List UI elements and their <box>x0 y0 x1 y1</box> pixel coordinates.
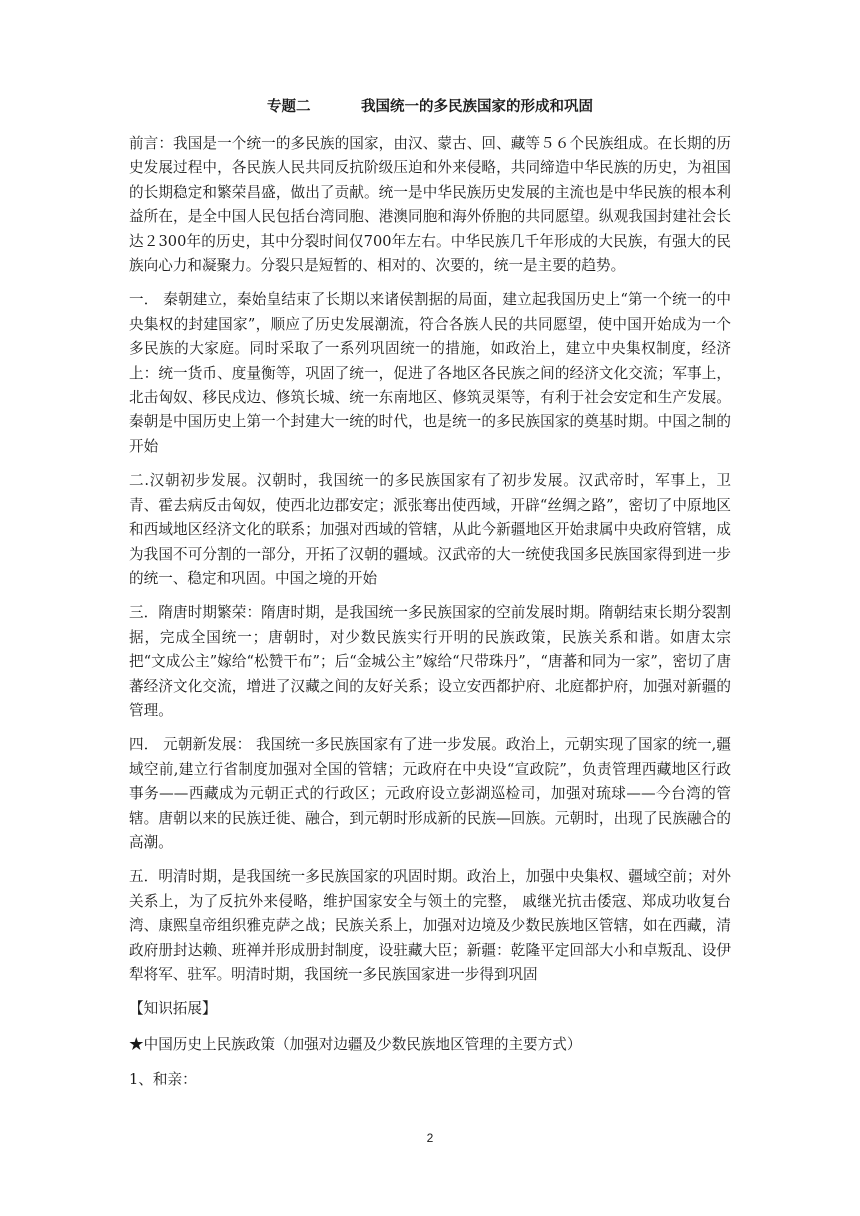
list-item-heqin: 1、和亲： <box>129 1071 197 1089</box>
paragraph-qin-dynasty: 一． 秦朝建立，秦始皇结束了长期以来诸侯割据的局面，建立起我国历史上“第一个统一的中央集权的封建国家”，顺应了历史发展潮流，符合各族人民的共同愿望，使中国开始成为一个多民族的大家庭。同时采取了一系列巩固统一的措施，如政治上，建立中央集权制度，经济上：统一货币、度量衡等，巩固了统一，促进了各地区各民族之间的经济文化交流；军事上，北击匈奴、移民戍边、修筑长城、统一东南地区、修筑灵渠等，有利于社会安定和生产发展。秦朝是中国历史上第一个封建大一统的时代，也是统一的多民族国家的奠基时期。中国之制的开始 <box>129 291 731 455</box>
paragraph-sui-tang: 三．隋唐时期繁荣：隋唐时期，是我国统一多民族国家的空前发展时期。隋朝结束长期分裂割据，完成全国统一；唐朝时，对少数民族实行开明的民族政策，民族关系和谐。如唐太宗把“文成公主”嫁给“松赞干布”；后“金城公主”嫁给“尺带珠丹”，“唐蕃和同为一家”，密切了唐蕃经济文化交流，增进了汉藏之间的友好关系；设立安西都护府、北庭都护府，加强对新疆的管理。 <box>129 604 731 719</box>
subheading-ethnic-policy: ★中国历史上民族政策（加强对边疆及少数民族地区管理的主要方式） <box>129 1035 582 1053</box>
page-number: 2 <box>426 1131 434 1145</box>
paragraph-yuan-dynasty: 四． 元朝新发展： 我国统一多民族国家有了进一步发展。政治上，元朝实现了国家的统一,疆域空前,建立行省制度加强对全国的管辖；元政府在中央设“宣政院”，负责管理西藏地区行政事务——西藏成为元朝正式的行政区；元政府设立彭湖巡检司，加强对琉球——今台湾的管辖。唐朝以来的民族迁徙、融合，到元朝时形成新的民族—回族。元朝时，出现了民族融合的高潮。 <box>129 736 731 851</box>
paragraph-han-dynasty: 二.汉朝初步发展。汉朝时，我国统一的多民族国家有了初步发展。汉武帝时，军事上，卫青、霍去病反击匈奴，使西北边郡安定；派张骞出使西域，开辟“丝绸之路”，密切了中原地区和西域地区经济文化的联系；加强对西域的管辖，从此今新疆地区开始隶属中央政府管辖，成为我国不可分割的一部分，开拓了汉朝的疆域。汉武帝的大一统使我国多民族国家得到进一步的统一、稳定和巩固。中国之境的开始 <box>129 472 731 587</box>
document-title: 专题二 我国统一的多民族国家的形成和巩固 <box>267 99 593 115</box>
document-page <box>129 96 731 1104</box>
section-heading-knowledge-extension: 【知识拓展】 <box>129 1000 217 1018</box>
paragraph-preface: 前言：我国是一个统一的多民族的国家，由汉、蒙古、回、藏等５６个民族组成。在长期的历史发展过程中，各民族人民共同反抗阶级压迫和外来侵略，共同缔造中华民族的历史，为祖国的长期稳定和繁荣昌盛，做出了贡献。统一是中华民族历史发展的主流也是中华民族的根本利益所在，是全中国人民包括台湾同胞、港澳同胞和海外侨胞的共同愿望。纵观我国封建社会长达２300年的历史，其中分裂时间仅700年左右。中华民族几千年形成的大民族，有强大的民族向心力和凝聚力。分裂只是短暂的、相对的、次要的，统一是主要的趋势。 <box>129 135 731 275</box>
paragraph-ming-qing: 五．明清时期，是我国统一多民族国家的巩固时期。政治上，加强中央集权、疆域空前；对外关系上，为了反抗外来侵略，维护国家安全与领土的完整， 戚继光抗击倭寇、郑成功收复台湾、康熙皇帝组织雅克萨之战；民族关系上，加强对边境及少数民族地区管辖，如在西藏，清政府册封达赖、班禅并形成册封制度，设驻藏大臣；新疆：乾隆平定回部大小和卓叛乱、设伊犁将军、驻军。明清时期，我国统一多民族国家进一步得到巩固 <box>129 868 731 983</box>
